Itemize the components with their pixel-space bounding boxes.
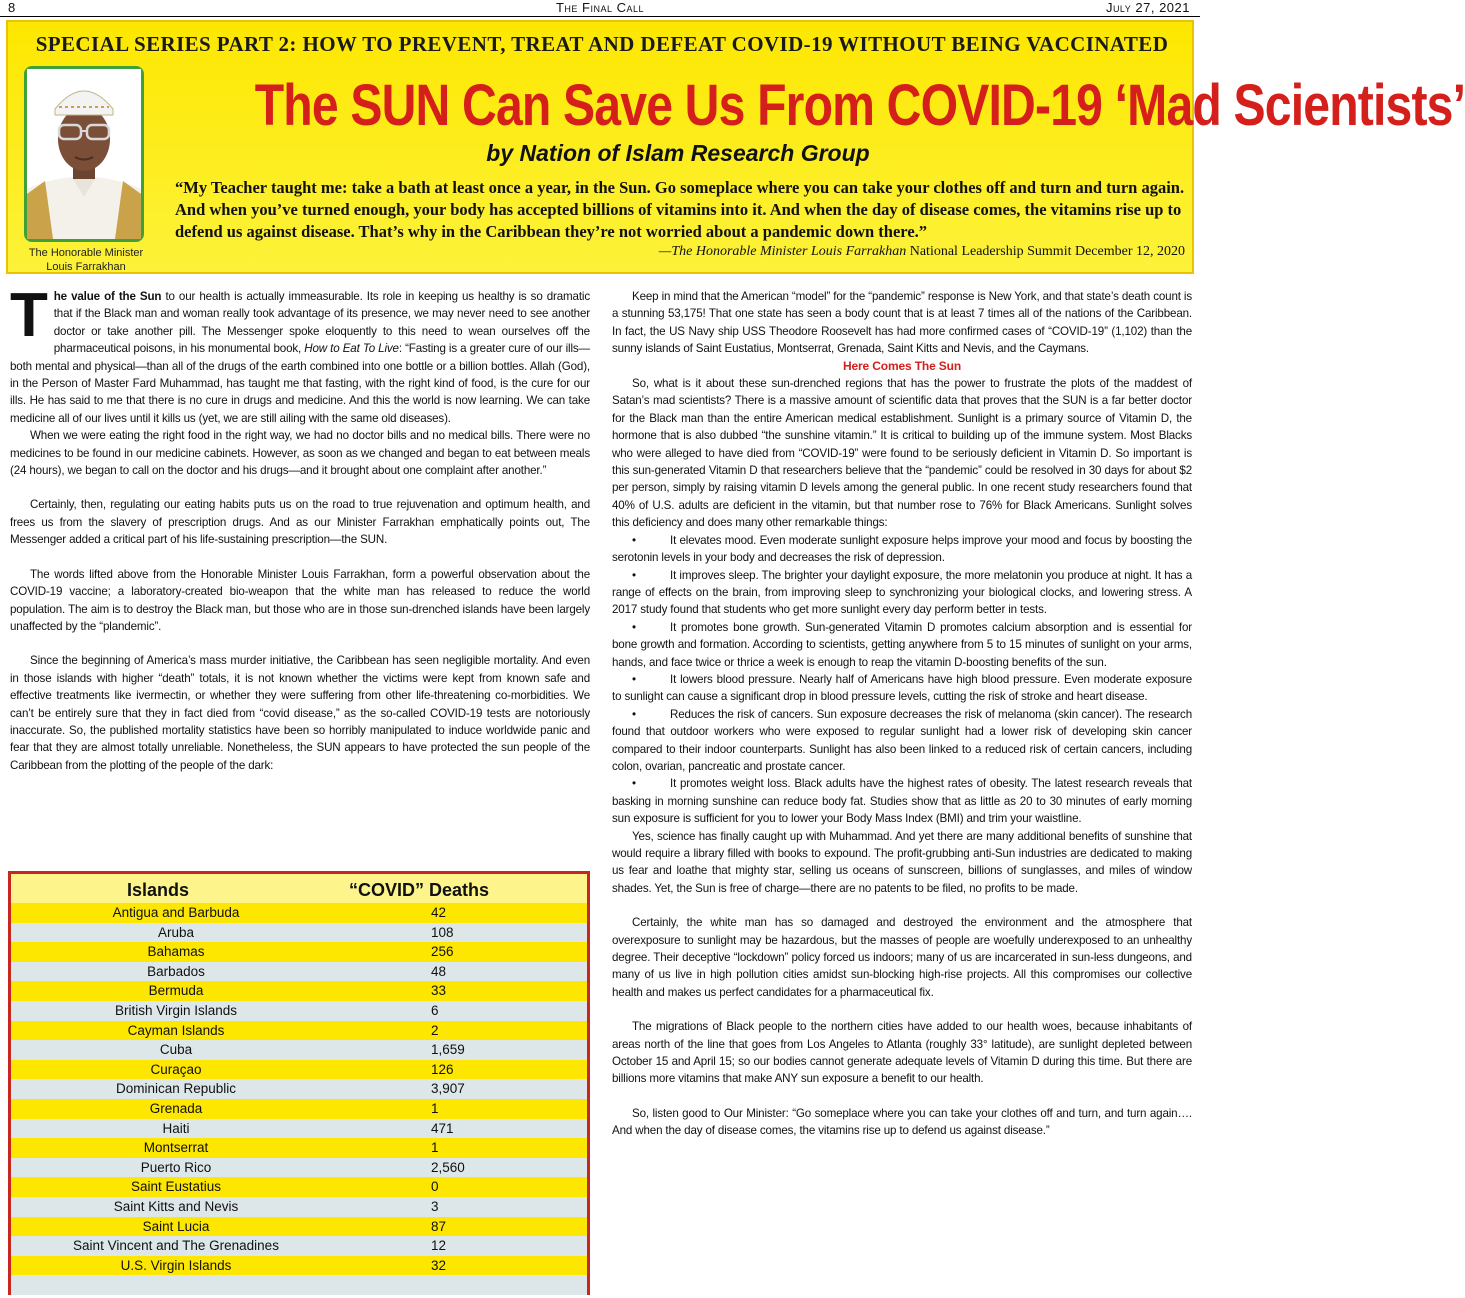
table-row [11, 1060, 587, 1080]
subhead: Here Comes The Sun [843, 358, 961, 373]
bullet-text: Reduces the risk of cancers. Sun exposure decreases the risk of melanoma (skin cancer). The research found that outdoor workers who were exposed to regular sunlight had a lower risk of developing skin cancer compared to their indoor counterparts. Sunlight has also been linked to a reduced risk of certain cancers, including colon, ovarian, pancreatic and prostate cancer. [612, 707, 1192, 773]
table-row-blank [11, 1275, 587, 1295]
table-row [11, 1001, 587, 1021]
island-name: Puerto Rico [140, 1159, 212, 1175]
island-name: Antigua and Barbuda [112, 905, 240, 920]
quote-attribution [175, 244, 1185, 260]
paragraph [10, 281, 591, 427]
table-body [11, 903, 587, 1295]
island-name: U.S. Virgin Islands [120, 1257, 232, 1273]
death-count: 256 [431, 944, 454, 960]
bullet-mark: • [632, 777, 636, 791]
paragraph-text: : “Fasting is a greater cure of our ills—both mental and physical—than all of the drugs of the earth combined into one bottle or a billion bottles. Allah (God), in the Person of Master Fard Muhammad, has taught me that fasting, with the right kind of food, is the cure for our ills. He has said to me that there is no cure in drugs and medicine. And this the world is now learning. We can take medicine all of our lives until it kills us (yet, we are still ailing with the same old diseases). [10, 342, 591, 425]
author-photo [24, 66, 144, 242]
covid-deaths-table [8, 871, 590, 1295]
table-row [11, 1158, 587, 1178]
bullet-text: It elevates mood. Even moderate sunlight exposure helps improve your mood and focus by boosting the serotonin levels in your body and decreases the risk of depression. [612, 533, 1192, 565]
photo-caption-line2: Louis Farrakhan [46, 261, 126, 273]
death-count: 2,560 [431, 1159, 465, 1175]
island-name: Montserrat [143, 1140, 209, 1156]
bullet-item [612, 567, 1192, 619]
death-count: 108 [431, 924, 454, 940]
bullet-mark: • [632, 672, 636, 686]
left-column [10, 281, 591, 774]
island-name: Saint Lucia [142, 1218, 210, 1234]
bullet-item [612, 619, 1192, 671]
book-title: How to Eat To Live [304, 342, 399, 356]
paragraph: Since the beginning of America’s mass murder initiative, the Caribbean has seen negligible mortality. And even in those islands with higher “death” totals, it is not known whether the victims were kept from known safe and effective treatments like ivermectin, or whether they were suffering from other life-threatening co-morbidities. We can’t be entirely sure that they in fact died from “covid disease,” as the so-called COVID-19 tests are notoriously inaccurate. So, the published mortality statistics have been so horribly manipulated to induce worldwide panic and fear that they are almost totally unreliable. Nonetheless, the SUN appears to have protected the sun people of the Caribbean from the plotting of the people of the dark: [10, 654, 590, 772]
island-name: Haiti [162, 1120, 190, 1136]
death-count: 42 [431, 905, 447, 920]
portrait-image [27, 69, 141, 239]
death-count: 33 [431, 983, 447, 999]
table-row [11, 981, 587, 1001]
photo-caption-line1: The Honorable Minister [28, 247, 144, 259]
death-count: 1 [431, 1100, 439, 1116]
island-name: British Virgin Islands [114, 1002, 238, 1018]
paragraph: Certainly, the white man has so damaged and destroyed the environment and the atmosphere that overexposure to sunlight may be hazardous, but the masses of people are woefully underexposed to an unhealthy degree. Their deceptive “lockdown” policy forced us indoors; many of us are incarcerated in sun-less dungeons, and many of us live in high pollution cities amidst sun-blocking high-rise projects. All this compromises our collective health and makes us perfect candidates for a pharmaceutical fix. [612, 916, 1192, 999]
right-column [612, 288, 1192, 1140]
table-row [11, 1138, 587, 1158]
table-header [11, 880, 587, 902]
death-count: 1,659 [431, 1042, 465, 1058]
bullet-text: It promotes bone growth. Sun-generated Vitamin D promotes calcium absorption and is essential for bone growth and formation. According to scientists, getting anywhere from 5 to 15 minutes of sunlight on your arms, hands, and face twice or thrice a week is enough to reap the vitamin D-boosting benefits of the sun. [612, 620, 1192, 669]
death-count: 0 [431, 1179, 439, 1195]
paragraph-text: to our health is actually immeasurable. Its role in keeping us healthy is so dramatic that if the Black man and woman really took advantage of its presence, we may never need to see another doctor or take another pill. The Messenger spoke eloquently to this need to wean ourselves off the pharmaceutical poisons, in his monumental book, [53, 290, 590, 356]
pull-quote: “My Teacher taught me: take a bath at least once a year, in the Sun. Go someplace where you can take your clothes off and turn and turn again. And when you’ve turned enough, your body has accepted billions of vitamins into it. And when the day of disease comes, the vitamins rise up to defend us against disease. That’s why in the Caribbean they’re not worried about a pandemic down there.” [175, 178, 1185, 241]
paragraph: So, listen good to Our Minister: “Go someplace where you can take your clothes off and turn, and turn again…. And when the day of disease comes, the vitamins rise up to defend us against disease.” [612, 1106, 1192, 1138]
column-header-islands: Islands [127, 880, 190, 900]
paragraph: Certainly, then, regulating our eating habits puts us on the road to true rejuvenation and optimum health, and frees us from the slavery of prescription drugs. And as our Minister Farrakhan emphatically points out, The Messenger added a critical part of his life-sustaining prescription—the SUN. [10, 498, 590, 547]
table-row [11, 1021, 587, 1041]
photo-caption [8, 246, 164, 274]
island-name: Barbados [147, 963, 205, 979]
table-row [11, 923, 587, 943]
issue-date: July 27, 2021 [1105, 0, 1190, 15]
paragraph: When we were eating the right food in the right way, we had no doctor bills and no medical bills. There were no medicines to be found in our medicine cabinets. However, as soon as we changed and began to eat between meals (24 hours), we began to call on the doctor and his drugs—and it brought about one complaint after another.” [10, 429, 590, 478]
bullet-mark: • [632, 620, 636, 634]
table-row [11, 1236, 587, 1256]
bullet-text: It lowers blood pressure. Nearly half of Americans have high blood pressure. Even moderate exposure to sunlight can cause a significant drop in blood pressure levels, cutting the risk of stroke and heart disease. [612, 672, 1192, 704]
lead-in: he value of the Sun [53, 290, 162, 303]
table-row [11, 1040, 587, 1060]
headline: The SUN Can Save Us From COVID-19 ‘Mad Scientists’ [254, 73, 1465, 138]
bullet-item [612, 671, 1192, 706]
series-banner: SPECIAL SERIES PART 2: HOW TO PREVENT, TREAT AND DEFEAT COVID-19 WITHOUT BEING VACCINATED [35, 32, 1169, 56]
bullet-item [612, 706, 1192, 776]
paragraph: Yes, science has finally caught up with Muhammad. And yet there are many additional benefits of sunshine that would require a library filled with books to expound. The profit-grubbing anti-Sun industries are dedicated to making us fear and loathe that mighty star, selling us oceans of sunscreen, billions of sunglasses, and miles of window shades. Yet, the Sun is free of charge—there are no patents to be filed, no profits to be made. [612, 829, 1192, 895]
paragraph: The words lifted above from the Honorable Minister Louis Farrakhan, form a powerful observation about the COVID-19 vaccine; a laboratory-created bio-weapon that the white man has released to reduce the world population. The aim is to destroy the Black man, but those who are in those sun-drenched islands have been largely unaffected by the “plandemic”. [10, 567, 590, 633]
island-name: Saint Kitts and Nevis [113, 1198, 239, 1214]
death-count: 3,907 [431, 1081, 465, 1097]
drop-cap: T [10, 281, 48, 350]
bullet-mark: • [632, 568, 636, 582]
island-name: Aruba [157, 924, 195, 940]
byline: by Nation of Islam Research Group [486, 140, 870, 166]
publication-name: The Final Call [555, 0, 645, 15]
paragraph: The migrations of Black people to the northern cities have added to our health woes, because inhabitants of areas north of the line that goes from Los Angeles to Atlanta (roughly 33° latitude), are sunlight depleted between October 15 and April 15; so our bodies cannot generate adequate levels of Vitamin D during this time. But there are billions more vitamins that make ANY sun exposure a benefit to our health. [612, 1020, 1192, 1086]
bullet-text: It promotes weight loss. Black adults have the highest rates of obesity. The latest research reveals that basking in morning sunshine can reduce body fat. Studies show that as little as 20 to 30 minutes of early morning sun exposure is sufficient for you to lower your Body Mass Index (BMI) and trim your waistline. [612, 777, 1192, 826]
page-folio [0, 0, 1200, 16]
death-count: 126 [431, 1061, 454, 1077]
island-name: Bahamas [147, 944, 205, 960]
bullet-mark: • [632, 533, 636, 547]
table-row [11, 962, 587, 982]
death-count: 6 [431, 1002, 439, 1018]
table-row [11, 1177, 587, 1197]
table-row [11, 1197, 587, 1217]
island-name: Curaçao [150, 1061, 202, 1077]
death-count: 3 [431, 1198, 439, 1214]
death-count: 2 [431, 1022, 439, 1038]
island-name: Saint Eustatius [130, 1179, 222, 1195]
table-row [11, 1099, 587, 1119]
table-row [11, 1119, 587, 1139]
island-name: Bermuda [148, 983, 204, 999]
death-count: 32 [431, 1257, 447, 1273]
table-row [11, 1079, 587, 1099]
death-count: 87 [431, 1218, 447, 1234]
death-count: 48 [431, 963, 447, 979]
page-number: 8 [8, 0, 16, 15]
table-row [11, 1256, 587, 1276]
death-count: 12 [431, 1238, 447, 1254]
bullet-item [612, 775, 1192, 827]
island-name: Dominican Republic [115, 1081, 237, 1097]
table-row [11, 1217, 587, 1237]
table-row [11, 942, 587, 962]
bullet-text: It improves sleep. The brighter your daylight exposure, the more melatonin you produce at night. It has a range of effects on the brain, from improving sleep to synchronizing your biological clocks, and lowering stress. A 2017 study found that students who get more sunlight every day perform better in tests. [612, 568, 1192, 617]
attribution-speaker: —The Honorable Minister Louis Farrakhan [658, 244, 907, 259]
bullet-item [612, 532, 1192, 567]
table-row [11, 903, 587, 923]
paragraph: So, what is it about these sun-drenched regions that has the power to frustrate the plots of the maddest of Satan’s mad scientists? There is a massive amount of scientific data that proves that the SUN is a far better doctor for the Black man than the entire American medical establishment. Sunlight is a primary source of Vitamin D, the hormone that is also dubbed “the sunshine vitamin.” It is critical to building up of the immune system. Most Blacks who were alleged to have died from “COVID-19” were found to be seriously deficient in Vitamin D. So important is this sun-generated Vitamin D that researchers believe that the “pandemic” could be resolved in 30 days for about $2 per person, simply by raising vitamin D levels among the general public. In one recent study researchers found that 40% of U.S. adults are deficient in the vitamin, but that number rose to 76% for Black Americans. Sunlight solves this deficiency and does many other remarkable things: [612, 377, 1192, 530]
island-name: Cayman Islands [127, 1022, 225, 1038]
death-count: 1 [431, 1140, 439, 1156]
death-count: 471 [431, 1120, 454, 1136]
island-name: Cuba [159, 1042, 193, 1058]
island-name: Saint Vincent and The Grenadines [73, 1238, 279, 1254]
paragraph: Keep in mind that the American “model” for the “pandemic” response is New York, and that state’s death count is a stunning 53,175! That one state has seen a body count that is at least 7 times all of the nations of the Caribbean. In fact, the US Navy ship USS Theodore Roosevelt has had more confirmed cases of “COVID-19” (1,102) than the sunny islands of Saint Eustatius, Montserrat, Grenada, Saint Kitts and Nevis, and the Caymans. [612, 290, 1192, 356]
bullet-mark: • [632, 707, 636, 721]
article-header [6, 20, 1465, 274]
column-header-deaths: “COVID” Deaths [349, 880, 490, 900]
attribution-event: National Leadership Summit December 12, 2020 [906, 244, 1185, 259]
folio-rule [0, 16, 1200, 17]
island-name: Grenada [149, 1100, 203, 1116]
